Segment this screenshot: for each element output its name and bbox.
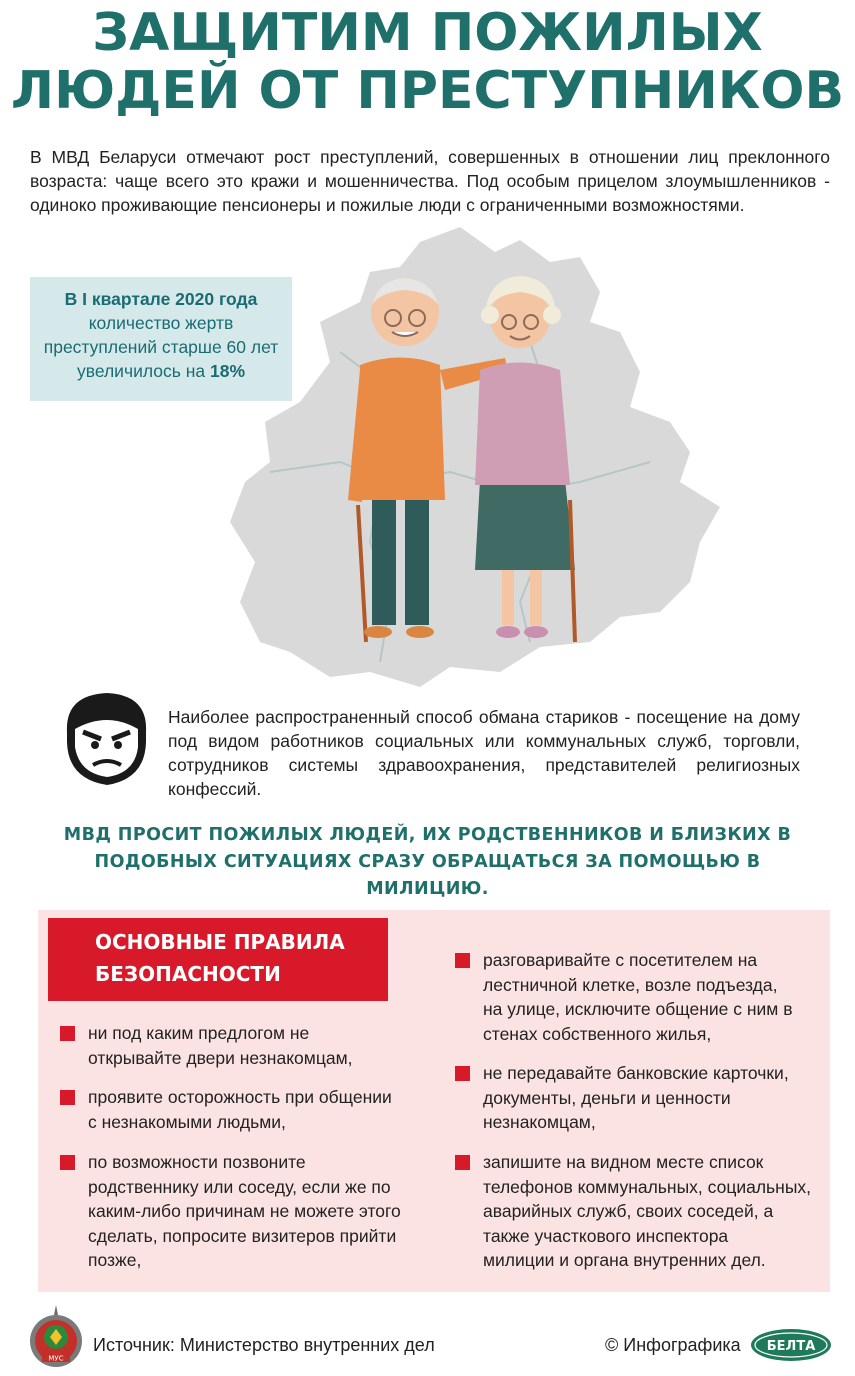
rule-item [483,1150,811,1273]
stat-box [30,277,292,401]
intro-paragraph: В МВД Беларуси отмечают рост преступлений, совершенных в отношении лиц преклонного возраста: чаще всего это кражи и мошенничества. Под особым прицелом злоумышленников - одиноко проживающие пенсионеры и пожилые люди с ограниченными возможностями. [30,147,830,215]
rule-item [88,1150,401,1273]
rule-line: телефонов коммунальных, социальных, [483,1176,812,1197]
red-square-bullet-icon [455,1066,470,1081]
red-square-bullet-icon [60,1026,75,1041]
rule-line: проявите осторожность при общении [88,1087,392,1107]
rule-line: разговаривайте с посетителем на [483,950,758,970]
fraud-method-paragraph: Наиболее распространенный способ обмана стариков - посещение на дому под видом работников социальных или коммунальных служб, торговли, сотрудников системы здравоохранения, представителей религиозных конфессий. [168,707,800,799]
appeal-line-2: ПОДОБНЫХ СИТУАЦИЯХ СРАЗУ ОБРАЩАТЬСЯ ЗА ПОМОЩЬЮ В МИЛИЦИЮ. [94,852,761,899]
stat-line-4 [30,359,292,383]
rule-line: с незнакомыми людьми, [88,1111,286,1132]
elderly-woman-figure [475,276,575,642]
belta-logo [750,1328,832,1362]
rule-item [88,1021,352,1070]
elderly-couple-illustration [330,270,610,650]
rule-line: лестничной клетке, возле подъезда, [483,974,778,995]
appeal-line-1: МВД ПРОСИТ ПОЖИЛЫХ ЛЮДЕЙ, ИХ РОДСТВЕННИКОВ И БЛИЗКИХ В [63,825,792,845]
rule-item [483,948,793,1046]
rule-line: документы, деньги и ценности [483,1087,731,1108]
rule-line: милиции и органа внутренних дел. [483,1250,766,1270]
stat-value: 18% [210,361,246,381]
source-credit: Источник: Министерство внутренних дел [93,1335,435,1355]
red-square-bullet-icon [455,1155,470,1170]
rule-line: ни под каким предлогом не [88,1023,310,1043]
stat-line-1: В I квартале 2020 года [64,289,258,309]
stat-line-3: преступлений старше 60 лет [43,337,279,357]
rule-line: позже, [88,1250,142,1270]
mvd-appeal [40,822,815,903]
rule-line: на улице, исключите общение с ним в [483,999,793,1019]
rule-item [483,1061,789,1135]
rule-line: по возможности позвоните [88,1152,306,1172]
rules-heading-line-2: БЕЗОПАСНОСТИ [95,962,281,986]
title-line-2: ЛЮДЕЙ ОТ ПРЕСТУПНИКОВ [10,61,845,121]
safety-rules-heading [48,918,388,1001]
red-square-bullet-icon [60,1155,75,1170]
rule-line: стенах собственного жилья, [483,1023,712,1044]
rule-line: аварийных служб, своих соседей, а [483,1201,774,1221]
rule-line: родственнику или соседу, если же по [88,1176,391,1197]
page-title [0,4,855,120]
stat-line-2: количество жертв [88,313,234,333]
mvd-logo-text: МУС [48,1354,64,1363]
rule-line: запишите на видном месте список [483,1152,764,1172]
rule-line: не передавайте банковские карточки, [483,1063,789,1083]
rule-item [88,1085,392,1134]
red-square-bullet-icon [60,1090,75,1105]
rule-line: незнакомцам, [483,1112,596,1132]
mvd-emblem-logo [28,1303,84,1373]
copyright-credit: © Инфографика [605,1335,741,1355]
belta-logo-text: БЕЛТА [766,1339,816,1354]
rule-line: каким-либо причинам не можете этого [88,1201,401,1221]
rules-heading-line-1: ОСНОВНЫЕ ПРАВИЛА [95,930,345,954]
title-line-1: ЗАЩИТИМ ПОЖИЛЫХ [92,3,763,63]
stat-line-4-text: увеличилось на [76,361,206,381]
red-square-bullet-icon [455,953,470,968]
rule-line: открывайте двери незнакомцам, [88,1047,353,1068]
angry-face-icon [55,687,158,790]
rule-line: сделать, попросите визитеров прийти [88,1225,397,1246]
rule-line: также участкового инспектора [483,1225,729,1246]
